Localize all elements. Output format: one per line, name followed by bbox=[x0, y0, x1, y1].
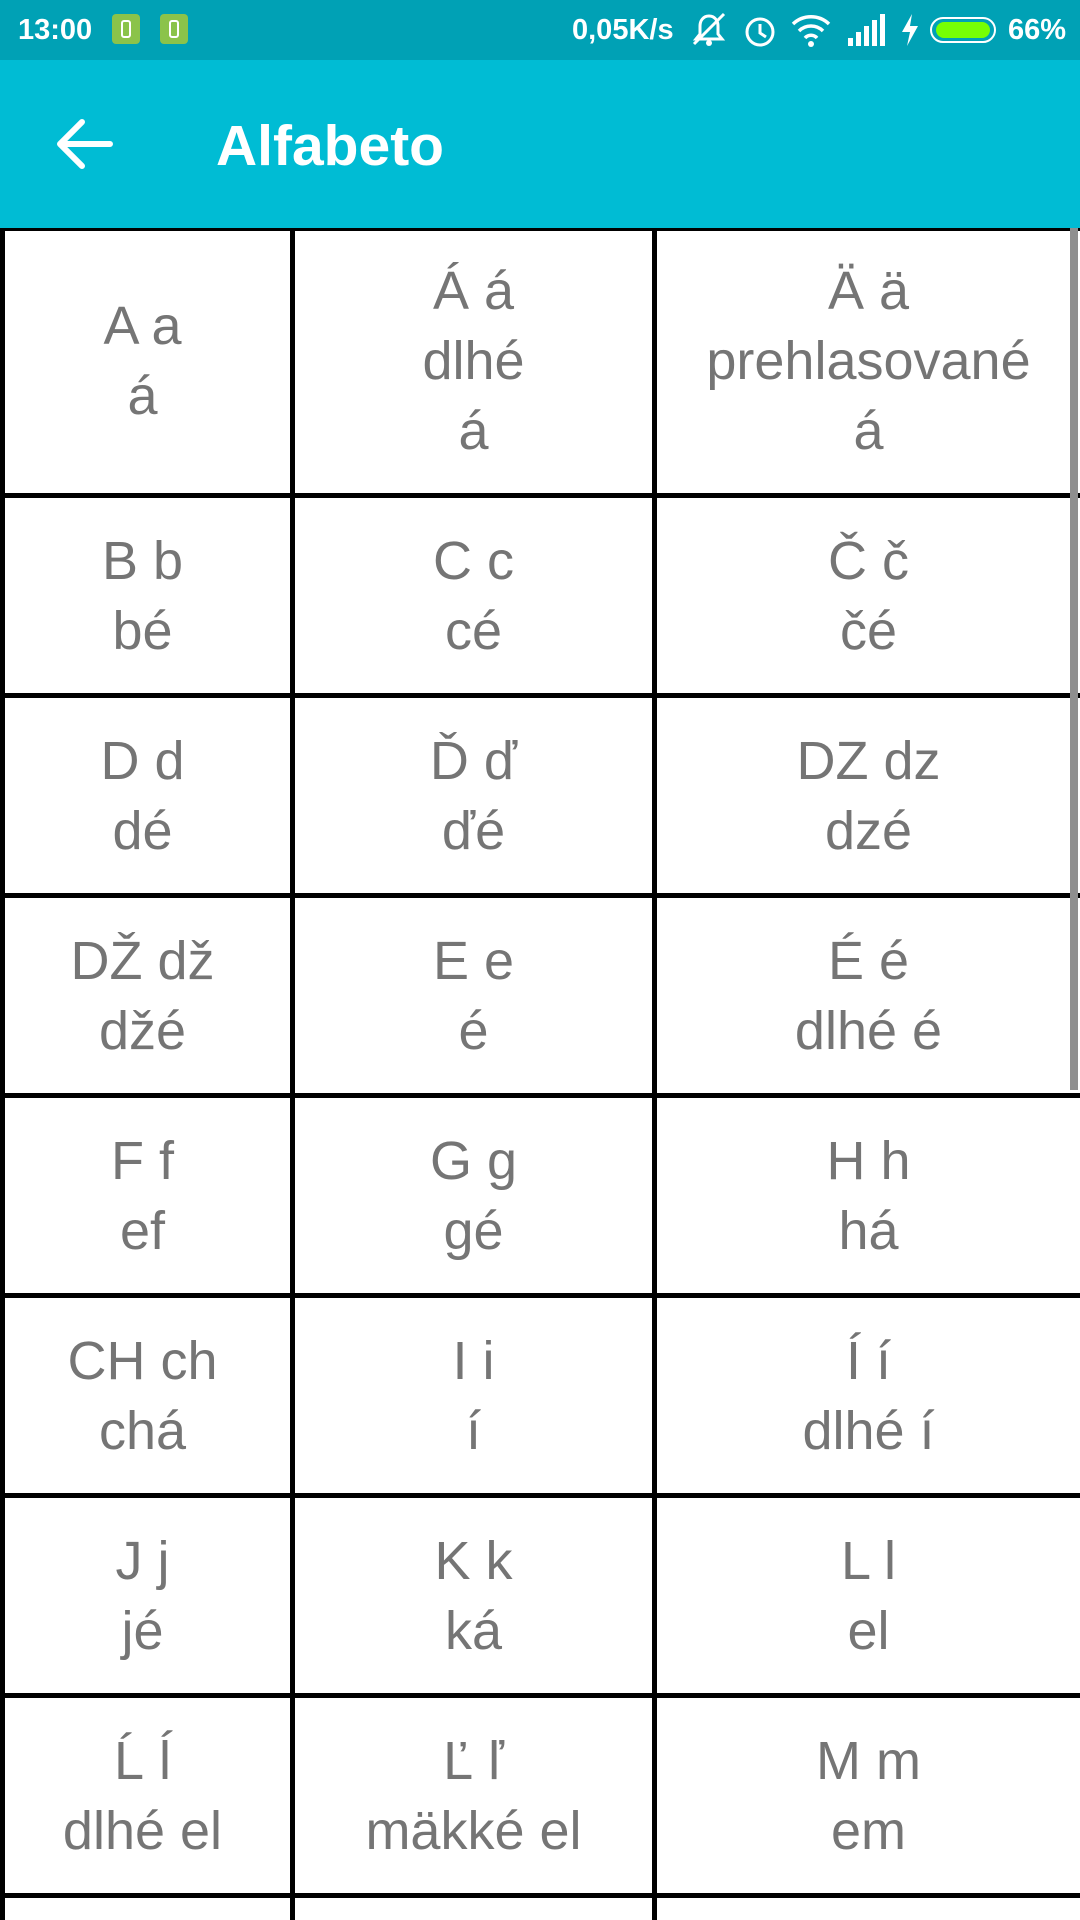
grid-row-divider bbox=[0, 1493, 1080, 1498]
letter-cell[interactable]: É é dlhé é bbox=[794, 930, 943, 1061]
status-bar bbox=[0, 0, 1080, 60]
grid-top-border bbox=[0, 228, 1080, 231]
letter-cell[interactable]: Č č čé bbox=[828, 530, 909, 661]
letter-cell[interactable]: Á á dlhé á bbox=[422, 260, 525, 461]
battery-percent: 66% bbox=[1008, 14, 1067, 46]
letter-cell[interactable]: DŽ dž džé bbox=[70, 930, 215, 1061]
letter-cell[interactable]: CH ch chá bbox=[67, 1330, 218, 1461]
letter-cell[interactable]: M m em bbox=[816, 1730, 921, 1861]
grid-row-divider bbox=[0, 1093, 1080, 1098]
letter-cell[interactable]: K k ká bbox=[434, 1530, 513, 1661]
grid-column-divider bbox=[652, 228, 657, 1920]
letter-cell[interactable]: G g gé bbox=[429, 1130, 518, 1261]
letter-cell[interactable]: C c cé bbox=[433, 530, 514, 661]
letter-cell[interactable]: Ľ ľ mäkké el bbox=[365, 1730, 582, 1861]
grid-row-divider bbox=[0, 1893, 1080, 1898]
grid-row-divider bbox=[0, 1293, 1080, 1298]
charging-icon bbox=[898, 10, 922, 59]
grid-row-divider bbox=[0, 1693, 1080, 1698]
network-speed: 0,05K/s bbox=[572, 14, 674, 46]
grid-row-divider bbox=[0, 893, 1080, 898]
alphabet-grid bbox=[0, 228, 1080, 1920]
letter-cell[interactable]: J j jé bbox=[115, 1530, 170, 1661]
letter-cell[interactable]: Ä ä prehlasované á bbox=[706, 260, 1031, 461]
scrollbar[interactable] bbox=[1070, 228, 1078, 1090]
grid-row-divider bbox=[0, 693, 1080, 698]
letter-cell[interactable]: A a á bbox=[103, 295, 182, 426]
letter-cell[interactable]: E e é bbox=[432, 930, 515, 1061]
letter-cell[interactable]: DZ dz dzé bbox=[796, 730, 941, 861]
page-title: Alfabeto bbox=[216, 114, 444, 178]
battery-icon bbox=[930, 17, 996, 43]
status-time: 13:00 bbox=[18, 14, 93, 46]
grid-column-divider bbox=[290, 228, 295, 1920]
app-bar bbox=[0, 60, 1080, 228]
mute-notifications-icon bbox=[690, 10, 728, 59]
letter-cell[interactable]: H h há bbox=[826, 1130, 911, 1261]
signal-icon bbox=[846, 10, 886, 59]
grid-column-divider bbox=[0, 228, 5, 1920]
arrow-back-icon[interactable] bbox=[40, 100, 128, 188]
letter-cell[interactable]: Í í dlhé í bbox=[802, 1330, 935, 1461]
grid-row-divider bbox=[0, 493, 1080, 498]
wifi-icon bbox=[790, 10, 832, 59]
letter-cell[interactable]: F f ef bbox=[111, 1130, 174, 1261]
letter-cell[interactable]: L l el bbox=[840, 1530, 897, 1661]
letter-cell[interactable]: Ĺ ĺ dlhé el bbox=[62, 1730, 223, 1861]
android-icon bbox=[160, 14, 188, 44]
letter-cell[interactable]: B b bé bbox=[101, 530, 184, 661]
letter-cell[interactable]: I i í bbox=[452, 1330, 495, 1461]
letter-cell[interactable]: Ď ď ďé bbox=[429, 730, 518, 861]
alarm-icon bbox=[742, 10, 778, 59]
letter-cell[interactable]: D d dé bbox=[100, 730, 185, 861]
battery-saver-icon bbox=[112, 14, 140, 44]
